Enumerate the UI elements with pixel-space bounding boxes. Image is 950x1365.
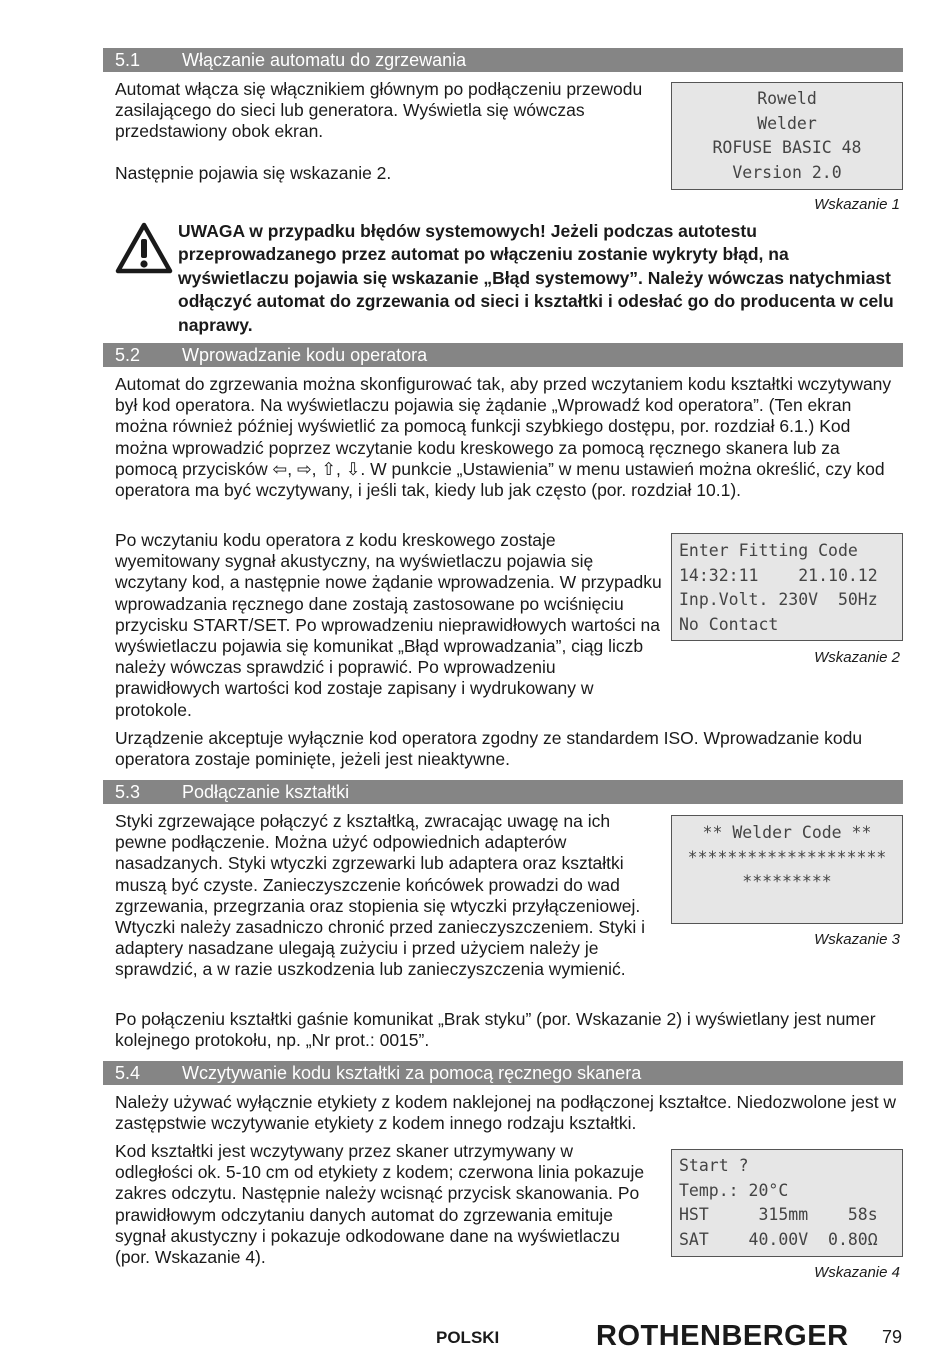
display-screen-3 — [671, 815, 903, 924]
display-line: Version 2.0 — [732, 162, 842, 182]
section-number: 5.4 — [115, 1063, 141, 1083]
display-line: SAT 40.00V 0.80Ω — [679, 1229, 878, 1249]
display-line: Start ? — [679, 1156, 749, 1175]
warning-text: UWAGA w przypadku błędów systemowych! Jeżeli podczas autotestu przeprowadzanego przez automat po włączeniu zostanie wykryty błąd, na wyświetlaczu pojawia się wskazanie „Błąd systemowy”. Należy wówczas natychmiast odłączyć automat do zgrzewania od sieci i kształtki i odesłać go do producenta w celu naprawy. — [178, 221, 894, 335]
brand-logo — [596, 1320, 849, 1353]
display-line: Inp.Volt. 230V 50Hz — [679, 590, 878, 610]
brand-logo-text: ROTHENBERGER — [596, 1320, 849, 1352]
display-line: Roweld — [757, 89, 817, 108]
display-line: 14:32:11 21.10.12 — [679, 565, 878, 585]
display-line: Welder — [757, 113, 817, 133]
display-screen-2 — [671, 533, 903, 641]
page-number: 79 — [882, 1327, 903, 1347]
footer-language: POLSKI — [436, 1328, 500, 1347]
paragraph: Automat włącza się włącznikiem głównym po podłączeniu przewodu zasilającego do sieci lub generatora. Wyświetla się wówczas przedstawiony obok ekran. — [115, 79, 643, 142]
paragraph: Styki zgrzewające połączyć z kształtką, zwracając uwagę na ich pewne podłączenie. Można użyć odpowiednich adapterów nasadzanych. Styki wtyczki zgrzewarki lub adaptera oraz kształtki muszą być czyste. Zanieczyszczenie końcówek prowadzi do wad zgrzewania, przegrzania oraz stopienia się wtyczki przyłączeniowej. Wtyczki należy zasadniczo chronić przed zanieczyszczeniem. Styki i adaptery nasadzane ulegają zużyciu i przed użyciem należy je sprawdzić, a w razie uszkodzenia lub zanieczyszczenia wymienić. — [115, 811, 646, 980]
section-title: Wczytywanie kodu kształtki za pomocą ręcznego skanera — [182, 1063, 642, 1083]
display-line: Temp.: 20°C — [679, 1180, 789, 1200]
display-caption: Wskazanie 3 — [814, 931, 900, 948]
display-line: ** Welder Code ** — [702, 823, 872, 842]
paragraph: Następnie pojawia się wskazanie 2. — [115, 163, 392, 183]
section-header-5-3 — [103, 780, 903, 804]
display-caption: Wskazanie 4 — [814, 1264, 900, 1281]
paragraph: Urządzenie akceptuje wyłącznie kod operatora zgodny ze standardem ISO. Wprowadzanie kodu operatora zostaje pominięte, jeżeli jest nieaktywne. — [115, 728, 863, 770]
warning-triangle-icon — [114, 220, 174, 276]
display-line: ROFUSE BASIC 48 — [712, 138, 862, 158]
display-line: ******************** — [687, 847, 887, 867]
section-title: Podłączanie kształtki — [182, 782, 350, 802]
section-header-5-1 — [103, 48, 903, 72]
display-caption: Wskazanie 1 — [814, 196, 900, 213]
section-header-5-4 — [103, 1061, 903, 1085]
display-screen-1 — [671, 82, 903, 190]
section-number: 5.2 — [115, 345, 141, 365]
paragraph: Kod kształtki jest wczytywany przez skaner utrzymywany w odległości ok. 5-10 cm od etykiety z kodem; czerwona linia pokazuje zakres odczytu. Następnie należy wcisnąć przycisk skanowania. Po prawidłowym odczytaniu danych automat do zgrzewania emituje sygnał akustyczny i pokazuje odkodowane dane na wyświetlaczu (por. Wskazanie 4). — [115, 1141, 645, 1268]
section-number: 5.1 — [115, 50, 141, 70]
section-title: Włączanie automatu do zgrzewania — [182, 50, 467, 70]
section-title: Wprowadzanie kodu operatora — [182, 345, 428, 365]
display-screen-4 — [671, 1149, 903, 1257]
paragraph: Po połączeniu kształtki gaśnie komunikat „Brak styku” (por. Wskazanie 2) i wyświetlany jest numer kolejnego protokołu, np. „Nr prot.: 0015”. — [115, 1009, 876, 1051]
display-line: Enter Fitting Code — [679, 541, 858, 560]
section-number: 5.3 — [115, 782, 141, 802]
section-header-5-2 — [103, 343, 903, 367]
display-caption: Wskazanie 2 — [814, 649, 900, 666]
display-line: No Contact — [679, 614, 779, 634]
paragraph: Automat do zgrzewania można skonfigurować tak, aby przed wczytaniem kodu kształtki wczytywany był kod operatora. Na wyświetlaczu pojawia się żądanie „Wprowadź kod operatora”. (Ten ekran można również później wyświetlić za pomocą funkcji szybkiego dostępu, por. rozdział 6.1.) Kod można wprowadzić poprzez wczytanie kodu kreskowego za pomocą ręcznego skanera lub za pomocą przycisków ⇦, ⇨, ⇧, ⇩. W punkcie „Ustawienia” w menu ustawień można określić, czy kod operatora ma być wczytywany, i jeśli tak, kiedy lub jak często (por. rozdział 10.1). — [115, 374, 892, 501]
paragraph: Należy używać wyłącznie etykiety z kodem naklejonej na podłączonej kształtce. Niedozwolone jest w zastępstwie wczytywanie etykiety z kodem innego rodzaju kształtki. — [115, 1092, 897, 1134]
display-line: HST 315mm 58s — [679, 1205, 878, 1225]
display-line: ********* — [742, 872, 832, 892]
paragraph: Po wczytaniu kodu operatora z kodu kreskowego zostaje wyemitowany sygnał akustyczny, na wyświetlaczu pojawia się wczytany kod, a następnie nowe żądanie wprowadzenia. W przypadku wprowadzania ręcznego dane zostają zastosowane po wciśnięciu przycisku START/SET. Po wprowadzeniu nieprawidłowych wartości na wyświetlaczu pojawia się komunikat „Błąd wprowadzania”, ciąg liczb należy wówczas sprawdzić i poprawić. Po wprowadzeniu prawidłowych wartości kod zostaje zapisany i wydrukowany w protokole. — [115, 530, 662, 720]
